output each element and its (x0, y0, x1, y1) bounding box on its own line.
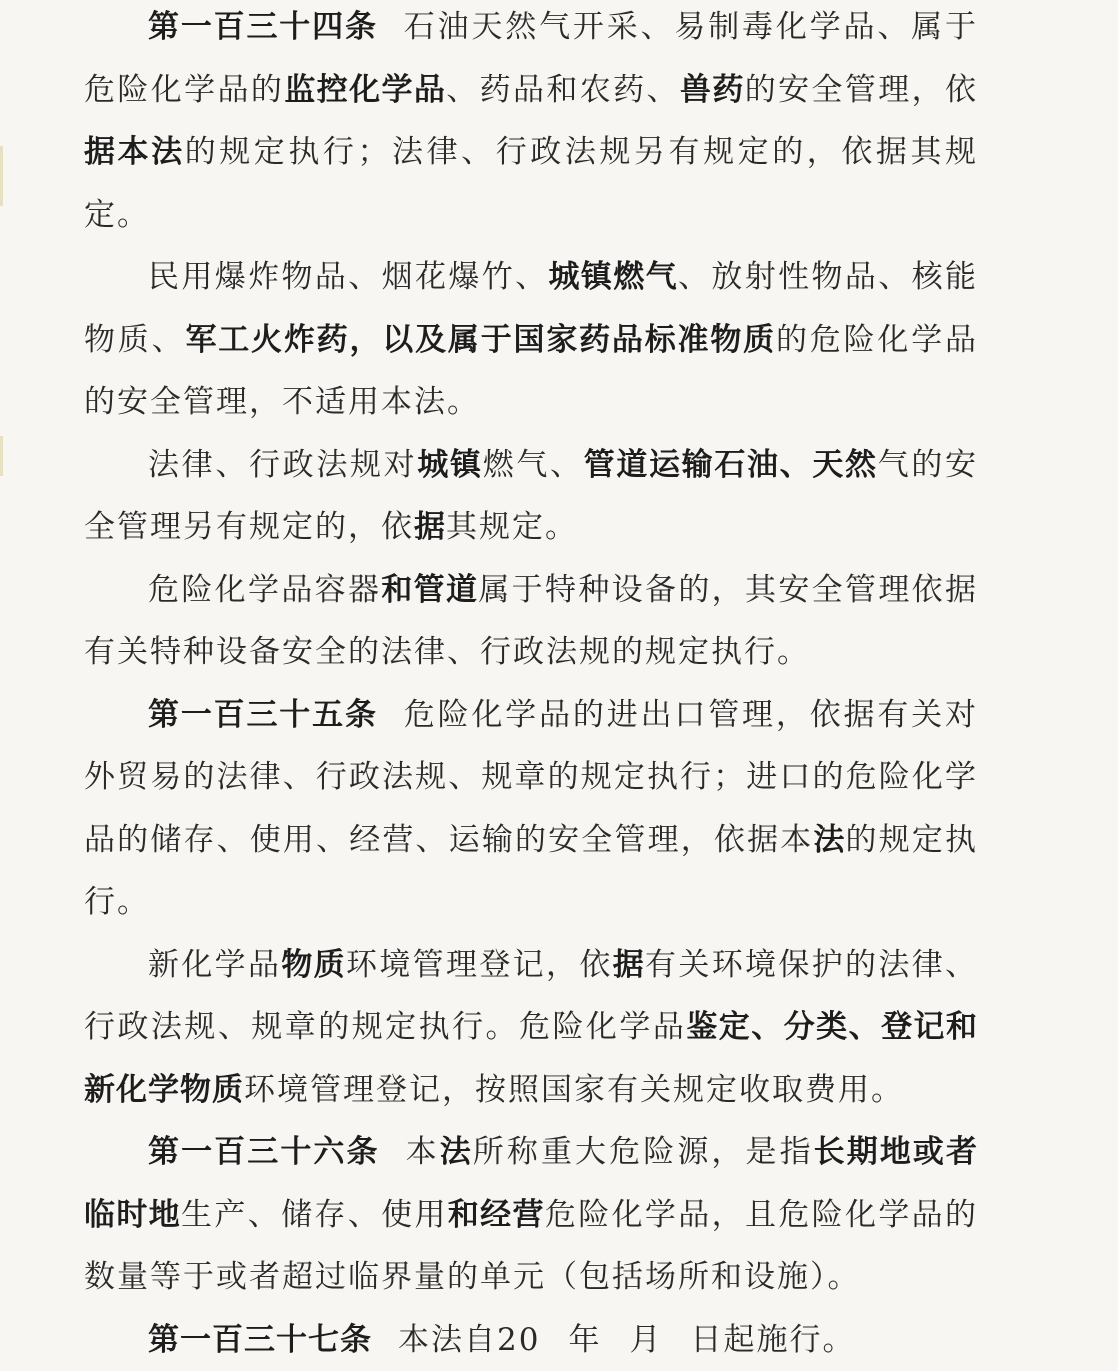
bold-text-segment: 监控化学品 (284, 72, 446, 108)
text-segment: 的规定执行；法律、行政法规另有规定的，依据其规定。 (84, 134, 978, 233)
text-segment: 危险化学品的进出口管理，依据有关对外贸易的法律、行政法规、规章的规定执行；进口的危险化学品的储存、使用、经营、运输的安全管理，依据本 (84, 697, 978, 858)
text-segment: 、放射性物品、核能物质、 (84, 259, 978, 358)
article-paragraph (84, 246, 978, 434)
text-segment: 月 (629, 1322, 662, 1358)
text-segment: 气的安全管理另有规定的，依 (84, 447, 978, 546)
bold-text-segment: 兽药 (680, 72, 745, 108)
bold-text-segment: 据 (613, 947, 645, 983)
text-segment: 环境管理登记，依 (346, 947, 613, 983)
text-segment: 危险化学品，且危险化学品的数量等于或者超过临界量的单元（包括场所和设施）。 (84, 1197, 978, 1296)
text-segment: 的安全管理，依 (745, 72, 978, 108)
text-segment: 本法自20 (398, 1322, 540, 1358)
bold-text-segment: 和经营 (448, 1197, 545, 1233)
bold-text-segment: 军工火炸药，以及属于国家药品标准物质 (185, 322, 776, 358)
bold-text-segment: 管道运输石油、天然 (584, 447, 878, 483)
article-title: 第一百三十七条 (148, 1322, 372, 1358)
bold-text-segment: 城镇 (417, 447, 482, 483)
article-paragraph (84, 934, 978, 1122)
text-segment: 本 (406, 1134, 440, 1170)
text-segment: 石油天然气开采、易制毒化学品、属于危险化学品的 (84, 9, 978, 108)
bold-text-segment: 城镇燃气 (549, 259, 679, 295)
scan-edge-mark (0, 146, 3, 206)
article-paragraph (84, 434, 978, 559)
article-paragraph-lead (84, 0, 978, 246)
article-paragraph-lead (84, 1121, 978, 1309)
text-segment: 日起施行。 (690, 1322, 855, 1358)
text-segment: 属于特种设备的，其安全管理依据有关特种设备安全的法律、行政法规的规定执行。 (84, 572, 978, 671)
text-segment: 的规定执行。 (84, 822, 978, 921)
article-title: 第一百三十五条 (148, 697, 378, 733)
bold-text-segment: 据 (414, 509, 446, 545)
bold-text-segment: 和管道 (381, 572, 478, 608)
text-segment: 危险化学品容器 (148, 572, 381, 608)
document-body (84, 0, 978, 1371)
bold-text-segment: 鉴定、分类、登记和新化学物质 (84, 1009, 978, 1108)
text-segment: 法律、行政法规对 (148, 447, 417, 483)
text-segment: 环境管理登记，按照国家有关规定收取费用。 (244, 1072, 904, 1108)
text-segment: 、药品和农药、 (446, 72, 680, 108)
text-segment: 所称重大危险源，是指 (473, 1134, 814, 1170)
article-paragraph (84, 559, 978, 684)
text-segment: 有关环境保护的法律、行政法规、规章的规定执行。危险化学品 (84, 947, 978, 1046)
article-title: 第一百三十四条 (148, 9, 378, 45)
article-paragraph-lead (84, 1309, 978, 1371)
bold-text-segment: 物质 (281, 947, 346, 983)
scan-edge-mark (0, 436, 3, 476)
article-title: 第一百三十六条 (148, 1134, 380, 1170)
bold-text-segment: 法 (813, 822, 845, 858)
bold-text-segment: 据本法 (84, 134, 185, 170)
text-segment: 的危险化学品的安全管理，不适用本法。 (84, 322, 978, 421)
text-segment: 新化学品 (148, 947, 281, 983)
article-paragraph-lead (84, 684, 978, 934)
text-segment: 生产、储存、使用 (181, 1197, 448, 1233)
text-segment: 其规定。 (446, 509, 578, 545)
text-segment: 年 (568, 1322, 601, 1358)
bold-text-segment: 法 (440, 1134, 473, 1170)
bold-text-segment: 长期地或者临时地 (84, 1134, 978, 1233)
text-segment: 民用爆炸物品、烟花爆竹、 (148, 259, 549, 295)
text-segment: 燃气、 (483, 447, 584, 483)
